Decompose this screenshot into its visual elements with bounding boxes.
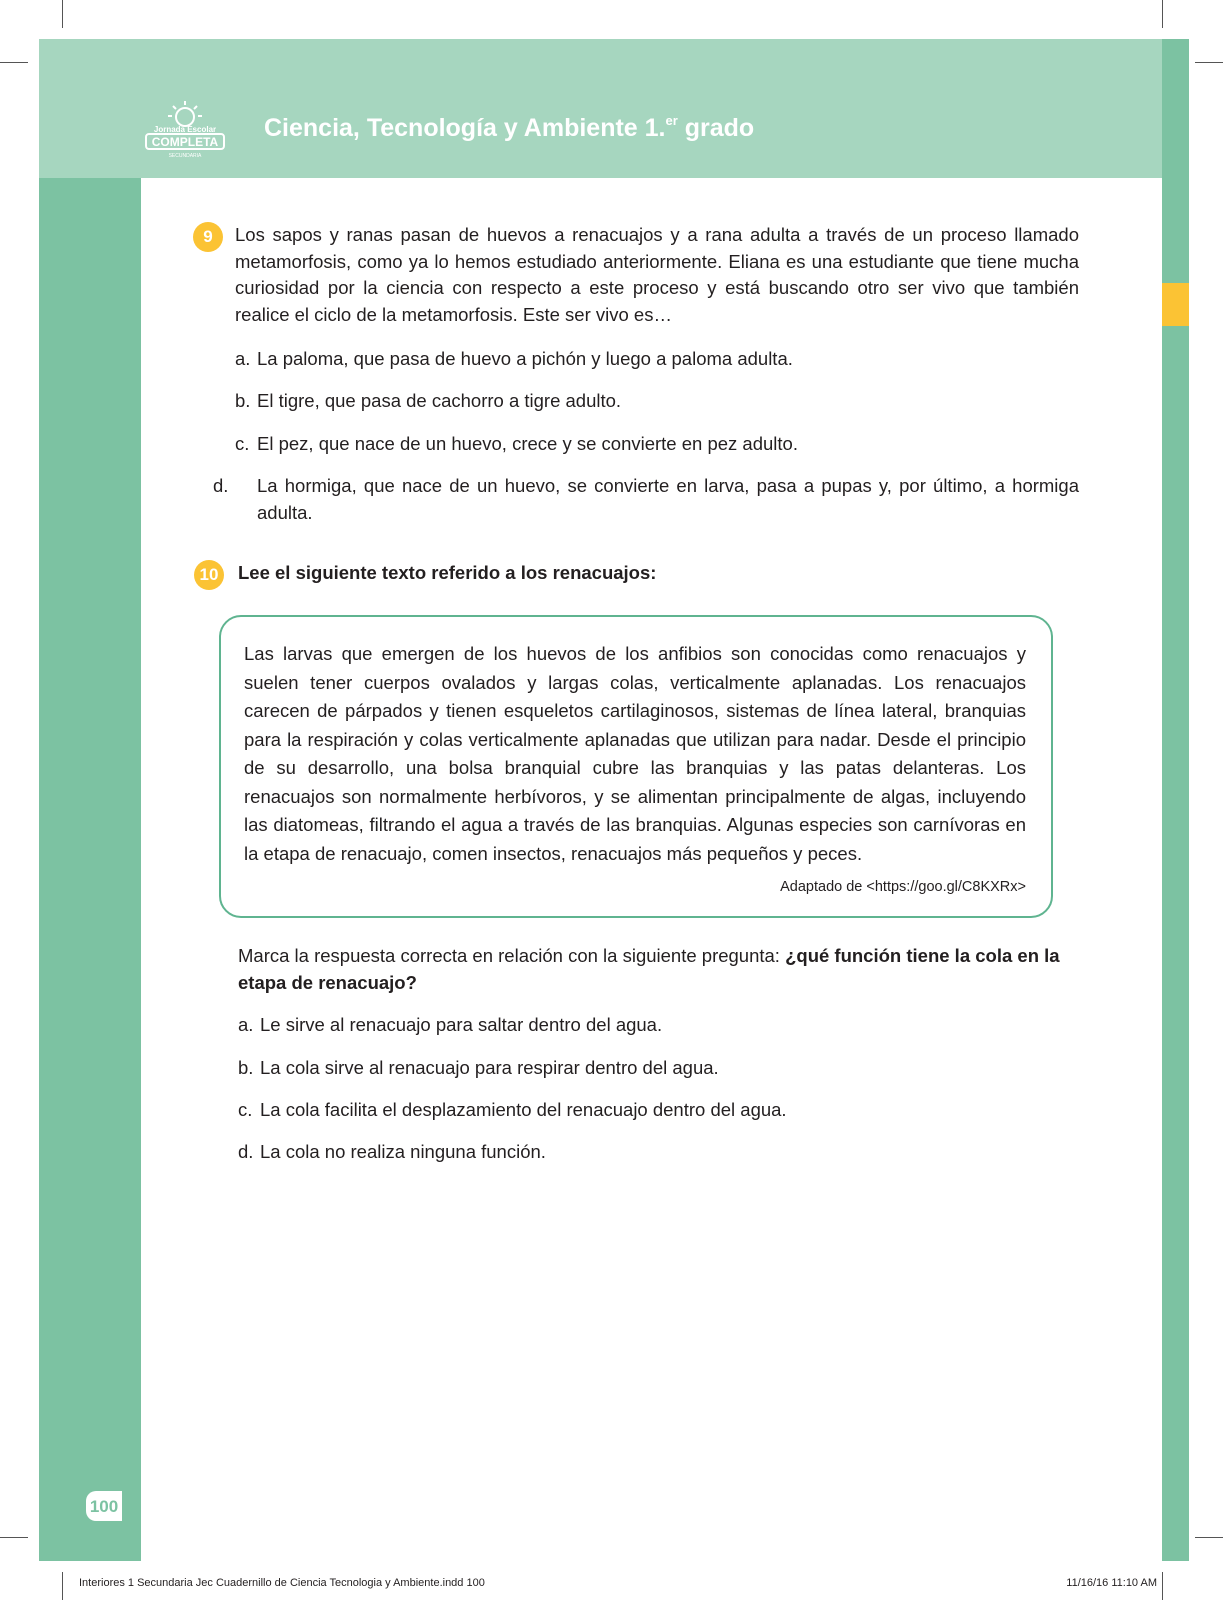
question-9-option-c[interactable] — [235, 431, 1079, 458]
page-title — [264, 113, 754, 143]
option-text: El tigre, que pasa de cachorro a tigre adulto. — [257, 390, 622, 411]
prompt-bold: ¿qué función tiene la cola en la etapa de renacuajo? — [238, 945, 1060, 993]
crop-mark — [1162, 1572, 1163, 1600]
left-side-strip — [39, 178, 141, 1561]
sun-logo-icon — [145, 98, 225, 160]
option-letter: d. — [213, 475, 229, 496]
option-letter: c. — [238, 1099, 253, 1120]
title-main: Ciencia, Tecnología y Ambiente 1. — [264, 114, 666, 142]
option-text: La cola facilita el desplazamiento del renacuajo dentro del agua. — [260, 1099, 787, 1120]
crop-mark — [1195, 62, 1223, 63]
prompt-plain: Marca la respuesta correcta en relación con la siguiente pregunta: — [238, 945, 786, 966]
right-side-strip — [1162, 39, 1189, 1561]
question-10-option-d[interactable] — [238, 1139, 1082, 1166]
reading-source: Adaptado de <https://goo.gl/C8KXRx> — [780, 879, 1026, 895]
option-letter: b. — [235, 390, 251, 411]
crop-mark — [1162, 0, 1163, 28]
crop-mark — [62, 1572, 63, 1600]
option-text: El pez, que nace de un huevo, crece y se convierte en pez adulto. — [257, 433, 798, 454]
option-letter: d. — [238, 1141, 254, 1162]
option-text: Le sirve al renacuajo para saltar dentro del agua. — [260, 1014, 663, 1035]
crop-mark — [0, 1537, 28, 1538]
title-end: grado — [677, 114, 755, 142]
crop-mark — [0, 62, 28, 63]
option-letter: a. — [238, 1014, 254, 1035]
question-9-badge: 9 — [193, 222, 223, 252]
question-9-option-d[interactable] — [213, 473, 1079, 526]
option-letter: b. — [238, 1057, 254, 1078]
logo-line2: COMPLETA — [151, 135, 219, 149]
option-letter: a. — [235, 348, 251, 369]
page-number: 100 — [89, 1497, 119, 1516]
question-10-prompt — [238, 943, 1082, 996]
question-10-badge: 10 — [194, 560, 224, 590]
option-text: La hormiga, que nace de un huevo, se convierte en larva, pasa a pupas y, por último, a hormiga adulta. — [257, 475, 1079, 523]
footer-date: 11/16/16 11:10 AM — [1066, 1577, 1157, 1589]
question-10-option-c[interactable] — [238, 1097, 1082, 1124]
option-text: La paloma, que pasa de huevo a pichón y luego a paloma adulta. — [257, 348, 793, 369]
question-9-text: Los sapos y ranas pasan de huevos a renacuajos y a rana adulta a través de un proceso llamado metamorfosis, como ya lo hemos estudiado anteriormente. Eliana es una estudiante que tiene mucha curiosidad por la ciencia con respecto a este proceso y está buscando otro ser vivo que también realice el ciclo de la metamorfosis. Este ser vivo es… — [235, 224, 1079, 326]
crop-mark — [62, 0, 63, 28]
reading-text: Las larvas que emergen de los huevos de los anfibios son conocidas como renacuajos y suelen tener cuerpos ovalados y largas colas, verticalmente aplanadas. Los renacuajos carecen de párpados y tienen esqueletos cartilaginosos, sistemas de línea lateral, branquias para la respiración y colas verticalmente aplanadas que utilizan para nadar. Desde el principio de su desarrollo, una bolsa branquial cubre las branquias y las patas delanteras. Los renacuajos son normalmente herbívoros, y se alimentan principalmente de algas, incluyendo las diatomeas, filtrando el agua a través de las branquias. Algunas especies son carnívoras en la etapa de renacuajo, comen insectos, renacuajos más pequeños y peces. — [244, 643, 1026, 864]
crop-mark — [1195, 1537, 1223, 1538]
logo-line1: Jornada Escolar — [153, 125, 217, 134]
footer-file-name: Interiores 1 Secundaria Jec Cuadernillo de Ciencia Tecnologia y Ambiente.indd 100 — [79, 1577, 485, 1589]
option-text: La cola sirve al renacuajo para respirar dentro del agua. — [260, 1057, 719, 1078]
option-letter: c. — [235, 433, 250, 454]
question-10-option-b[interactable] — [238, 1055, 1082, 1082]
title-superscript: er — [665, 113, 678, 128]
question-10-option-a[interactable] — [238, 1012, 1082, 1039]
question-9-option-b[interactable] — [235, 388, 1079, 415]
question-10-instruction: Lee el siguiente texto referido a los renacuajos: — [238, 562, 657, 583]
logo-line3: SECUNDARIA — [168, 153, 202, 159]
section-tab — [1162, 283, 1189, 326]
option-text: La cola no realiza ninguna función. — [260, 1141, 546, 1162]
question-9-option-a[interactable] — [235, 346, 1079, 373]
